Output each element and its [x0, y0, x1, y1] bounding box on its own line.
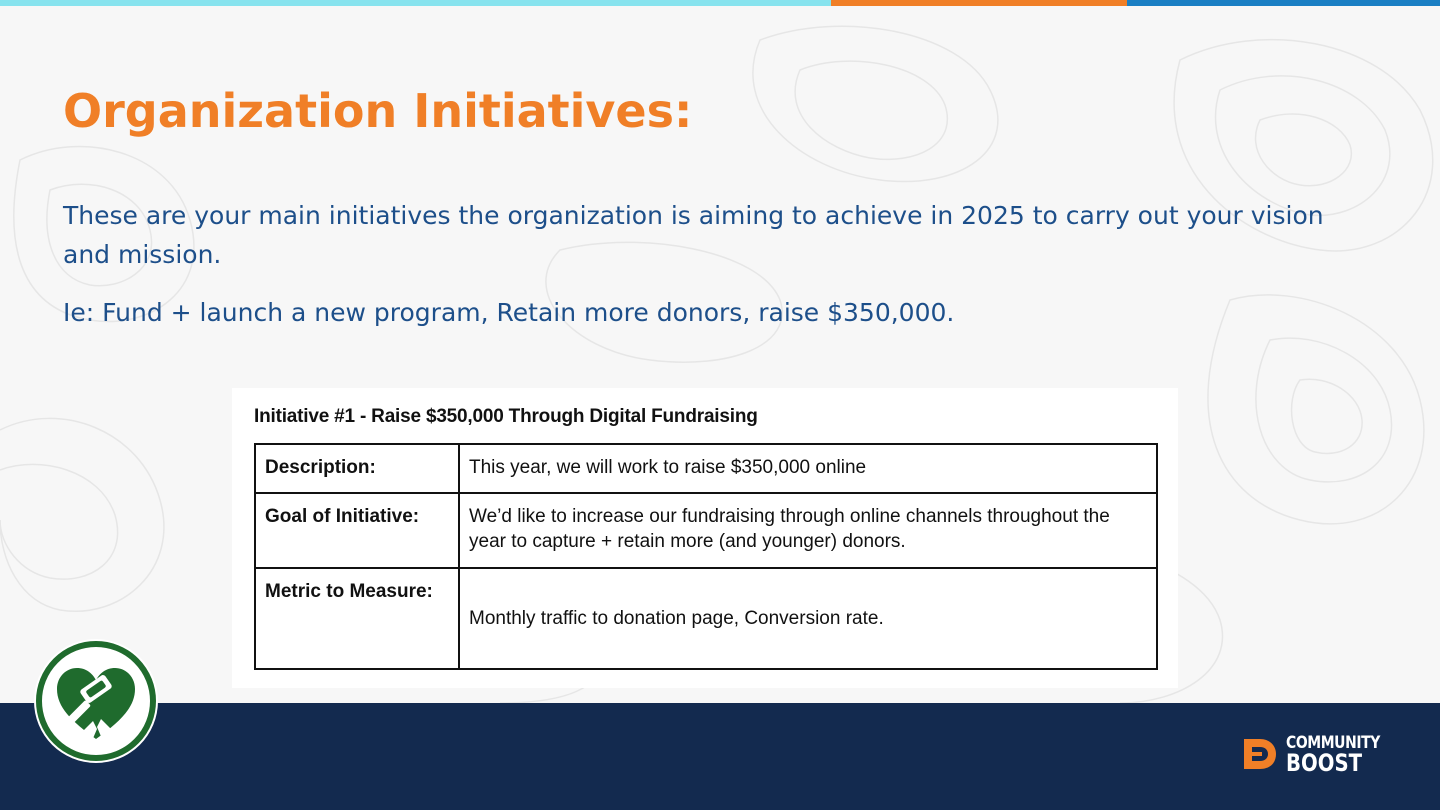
initiative-table — [254, 443, 1158, 670]
row-value: This year, we will work to raise $350,000 online — [459, 444, 1157, 493]
initiative-heading: Initiative #1 - Raise $350,000 Through Digital Fundraising — [254, 406, 758, 427]
row-label: Description: — [255, 444, 459, 493]
initiative-card — [232, 388, 1178, 688]
top-bar-orange-segment — [831, 0, 1127, 6]
row-label: Metric to Measure: — [255, 568, 459, 669]
slide-title: Organization Initiatives: — [63, 84, 693, 138]
top-accent-bar — [0, 0, 1440, 6]
brand-wordmark — [1286, 733, 1401, 777]
footer-bar — [0, 703, 1440, 810]
top-bar-blue-segment — [1127, 0, 1440, 6]
community-boost-logo-icon — [1240, 735, 1278, 773]
brand-line-1: COMMUNITY — [1286, 733, 1380, 753]
table-row — [255, 568, 1157, 669]
top-bar-cyan-segment — [0, 0, 831, 6]
row-value: Monthly traffic to donation page, Conversion rate. — [459, 568, 1157, 669]
row-value: We’d like to increase our fundraising through online channels throughout the year to capture + retain more (and younger) donors. — [459, 493, 1157, 568]
table-row — [255, 493, 1157, 568]
brand-line-2: BOOST — [1286, 749, 1363, 777]
intro-paragraph: These are your main initiatives the organization is aiming to achieve in 2025 to carry out your vision and mission. — [63, 201, 1324, 269]
heart-gavel-ribbon-icon — [31, 637, 161, 765]
table-row — [255, 444, 1157, 493]
community-boost-logo — [1240, 733, 1401, 777]
example-paragraph: Ie: Fund + launch a new program, Retain more donors, raise $350,000. — [63, 298, 955, 327]
row-label: Goal of Initiative: — [255, 493, 459, 568]
